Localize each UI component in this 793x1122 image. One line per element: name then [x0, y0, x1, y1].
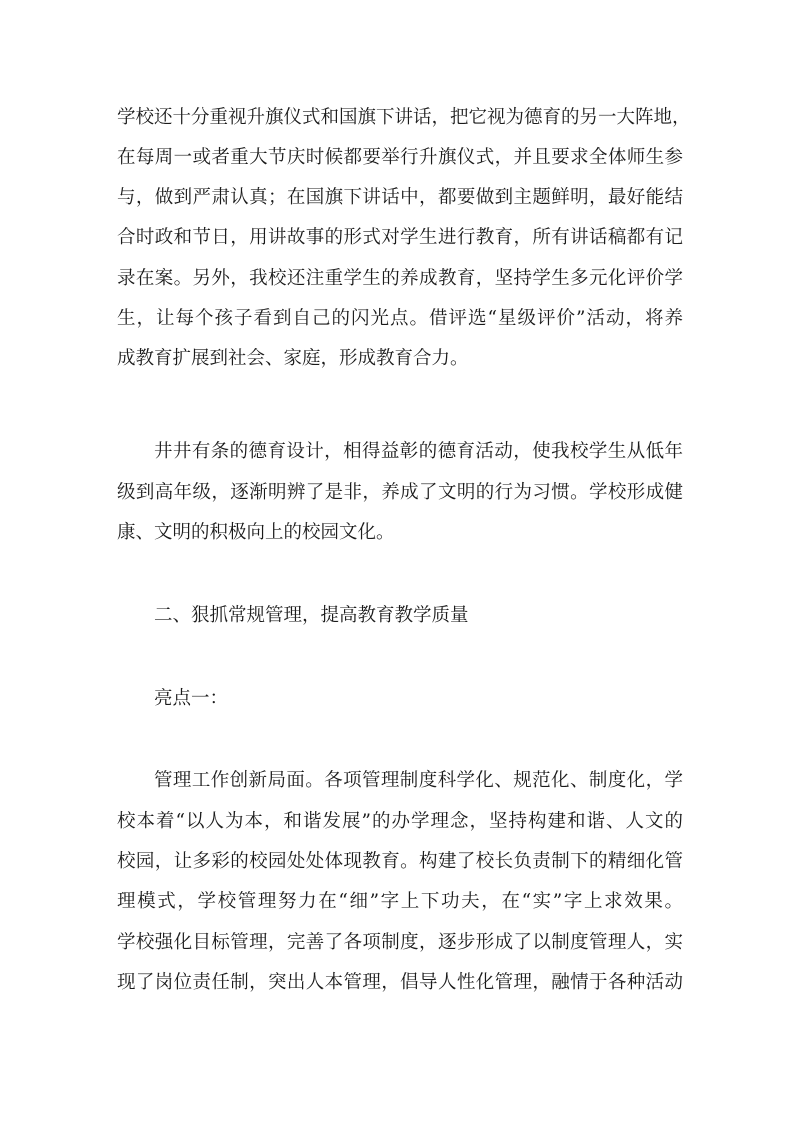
paragraph-1-line-6: 生，让每个孩子看到自己的闪光点。借评选“星级评价”活动，将养	[117, 308, 683, 329]
paragraph-1-line-5: 录在案。另外，我校还注重学生的养成教育，坚持学生多元化评价学	[117, 268, 683, 289]
paragraph-3-line-2: 校本着“以人为本，和谐发展”的办学理念，坚持构建和谐、人文的	[117, 811, 683, 832]
paragraph-2-line-2: 级到高年级，逐渐明辨了是非，养成了文明的行为习惯。学校形成健	[117, 482, 683, 503]
paragraph-1-line-4: 合时政和节日，用讲故事的形式对学生进行教育，所有讲话稿都有记	[117, 227, 683, 248]
paragraph-3-line-6: 现了岗位责任制，突出人本管理，倡导人性化管理，融情于各种活动	[117, 972, 683, 993]
paragraph-1-line-1: 学校还十分重视升旗仪式和国旗下讲话，把它视为德育的另一大阵地，	[117, 107, 691, 128]
section-heading: 二、狠抓常规管理，提高教育教学质量	[154, 605, 469, 626]
paragraph-1-line-3: 与，做到严肃认真；在国旗下讲话中，都要做到主题鲜明，最好能结	[117, 187, 683, 208]
paragraph-1-line-2: 在每周一或者重大节庆时候都要举行升旗仪式，并且要求全体师生参	[117, 147, 683, 168]
paragraph-3-line-3: 校园，让多彩的校园处处体现教育。构建了校长负责制下的精细化管	[117, 851, 683, 872]
paragraph-2-line-1: 井井有条的德育设计，相得益彰的德育活动，使我校学生从低年	[154, 441, 683, 462]
paragraph-3-line-1: 管理工作创新局面。各项管理制度科学化、规范化、制度化，学	[154, 770, 683, 791]
paragraph-3-line-5: 学校强化目标管理，完善了各项制度，逐步形成了以制度管理人，实	[117, 932, 683, 953]
paragraph-1-line-7: 成教育扩展到社会、家庭，形成教育合力。	[117, 348, 469, 369]
paragraph-3-line-4: 理模式，学校管理努力在“细”字上下功夫，在“实”字上求效果。	[117, 891, 683, 912]
paragraph-2-line-3: 康、文明的积极向上的校园文化。	[117, 522, 395, 543]
subheading-highlight-one: 亮点一：	[154, 688, 229, 709]
